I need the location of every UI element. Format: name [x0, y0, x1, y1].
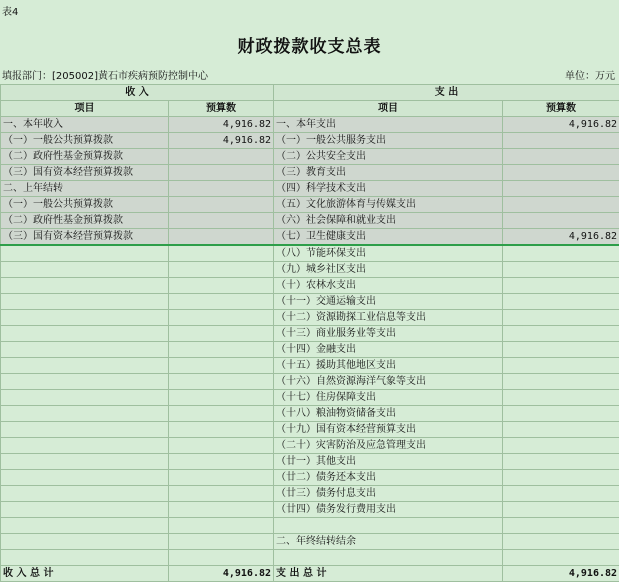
table-row: [1, 294, 619, 310]
expense-item-cell: （廿一）其他支出: [274, 454, 503, 470]
expense-value-cell: [503, 406, 619, 422]
expense-item-cell: （一）一般公共服务支出: [274, 133, 503, 149]
expense-item-cell: （十九）国有资本经营预算支出: [274, 422, 503, 438]
income-item-cell: （一）一般公共预算拨款: [1, 133, 169, 149]
expense-item-cell: （十四）金融支出: [274, 342, 503, 358]
expense-item-cell: （二十）灾害防治及应急管理支出: [274, 438, 503, 454]
table-row: [1, 454, 619, 470]
income-value-cell: 4,916.82: [169, 117, 274, 133]
income-value-cell: [169, 470, 274, 486]
table-row: [1, 438, 619, 454]
income-value-cell: [169, 229, 274, 246]
report-title: 财政拨款收支总表: [0, 32, 619, 57]
income-item-cell: [1, 245, 169, 262]
income-item-cell: [1, 342, 169, 358]
income-item-cell: [1, 550, 169, 566]
income-value-cell: [169, 534, 274, 550]
income-value-cell: [169, 149, 274, 165]
expense-total-value: 4,916.82: [503, 566, 619, 582]
expense-item-cell: （九）城乡社区支出: [274, 262, 503, 278]
expense-item-header: 项目: [274, 101, 503, 117]
table-row: [1, 165, 619, 181]
income-item-cell: （三）国有资本经营预算拨款: [1, 229, 169, 246]
table-row: [1, 502, 619, 518]
table-row: [1, 390, 619, 406]
table-row: [1, 181, 619, 197]
expense-item-cell: （七）卫生健康支出: [274, 229, 503, 246]
table-row: [1, 470, 619, 486]
expense-item-cell: （十）农林水支出: [274, 278, 503, 294]
income-item-cell: （二）政府性基金预算拨款: [1, 149, 169, 165]
budget-summary-table: [0, 84, 619, 582]
income-total-label: 收 入 总 计: [1, 566, 169, 582]
expense-item-cell: （五）文化旅游体育与传媒支出: [274, 197, 503, 213]
unit-row: [0, 66, 619, 82]
expense-item-cell: （十七）住房保障支出: [274, 390, 503, 406]
income-item-cell: [1, 422, 169, 438]
table-row: [1, 374, 619, 390]
expense-item-cell: （十六）自然资源海洋气象等支出: [274, 374, 503, 390]
expense-item-cell: （八）节能环保支出: [274, 245, 503, 262]
income-item-cell: [1, 438, 169, 454]
expense-item-cell: 二、年终结转结余: [274, 534, 503, 550]
expense-value-cell: [503, 149, 619, 165]
expense-value-cell: [503, 486, 619, 502]
expense-value-cell: [503, 470, 619, 486]
table-row: [1, 342, 619, 358]
income-item-cell: [1, 502, 169, 518]
expense-value-cell: 4,916.82: [503, 229, 619, 246]
income-item-cell: （二）政府性基金预算拨款: [1, 213, 169, 229]
expense-value-cell: [503, 342, 619, 358]
table-row: [1, 406, 619, 422]
income-item-cell: [1, 262, 169, 278]
expense-item-cell: （廿四）债务发行费用支出: [274, 502, 503, 518]
expense-item-cell: （二）公共安全支出: [274, 149, 503, 165]
income-item-cell: 一、本年收入: [1, 117, 169, 133]
expense-value-cell: [503, 326, 619, 342]
income-value-cell: [169, 310, 274, 326]
expense-value-cell: [503, 390, 619, 406]
income-item-cell: [1, 534, 169, 550]
table-row: [1, 310, 619, 326]
income-value-cell: [169, 550, 274, 566]
expense-value-cell: [503, 438, 619, 454]
income-item-header: 项目: [1, 101, 169, 117]
table-row: [1, 550, 619, 566]
income-item-cell: （一）一般公共预算拨款: [1, 197, 169, 213]
expense-item-cell: （十五）援助其他地区支出: [274, 358, 503, 374]
income-item-cell: [1, 278, 169, 294]
table-row: [1, 278, 619, 294]
expense-item-cell: （廿二）债务还本支出: [274, 470, 503, 486]
income-value-cell: [169, 165, 274, 181]
expense-total-label: 支 出 总 计: [274, 566, 503, 582]
expense-item-cell: （十三）商业服务业等支出: [274, 326, 503, 342]
table-row: [1, 213, 619, 229]
table-row: [1, 486, 619, 502]
expense-value-cell: [503, 550, 619, 566]
expense-item-cell: （十一）交通运输支出: [274, 294, 503, 310]
expense-value-cell: [503, 374, 619, 390]
income-item-cell: [1, 454, 169, 470]
expense-value-cell: [503, 262, 619, 278]
expense-value-cell: [503, 358, 619, 374]
table-row: [1, 326, 619, 342]
table-row: [1, 229, 619, 246]
expense-budget-header: 预算数: [503, 101, 619, 117]
income-item-cell: [1, 486, 169, 502]
expense-value-cell: [503, 294, 619, 310]
income-item-cell: [1, 518, 169, 534]
table-row: [1, 422, 619, 438]
income-value-cell: [169, 438, 274, 454]
table-row: [1, 133, 619, 149]
expense-item-cell: [274, 518, 503, 534]
income-item-cell: [1, 294, 169, 310]
expense-item-cell: （十二）资源勘探工业信息等支出: [274, 310, 503, 326]
unit-label: 单位：万元: [565, 67, 615, 82]
expense-value-cell: [503, 534, 619, 550]
expense-value-cell: [503, 181, 619, 197]
table-row: [1, 518, 619, 534]
income-value-cell: [169, 502, 274, 518]
department-label: 填报部门：[205002]黄石市疾病预防控制中心: [2, 67, 208, 82]
table-row: [1, 358, 619, 374]
expense-item-cell: 一、本年支出: [274, 117, 503, 133]
income-value-cell: [169, 326, 274, 342]
income-value-cell: [169, 181, 274, 197]
income-item-cell: [1, 326, 169, 342]
expense-item-cell: （六）社会保障和就业支出: [274, 213, 503, 229]
expense-value-cell: [503, 165, 619, 181]
income-item-cell: [1, 374, 169, 390]
total-row: [1, 566, 619, 582]
income-value-cell: [169, 422, 274, 438]
income-value-cell: [169, 294, 274, 310]
income-item-cell: [1, 310, 169, 326]
income-value-cell: 4,916.82: [169, 133, 274, 149]
table-row: [1, 534, 619, 550]
income-item-cell: [1, 406, 169, 422]
expense-value-cell: [503, 133, 619, 149]
income-value-cell: [169, 342, 274, 358]
expense-value-cell: [503, 278, 619, 294]
income-value-cell: [169, 406, 274, 422]
expense-value-cell: [503, 245, 619, 262]
income-value-cell: [169, 245, 274, 262]
income-value-cell: [169, 358, 274, 374]
income-value-cell: [169, 374, 274, 390]
income-value-cell: [169, 518, 274, 534]
income-budget-header: 预算数: [169, 101, 274, 117]
income-section-header: 收 入: [1, 85, 274, 101]
income-value-cell: [169, 213, 274, 229]
income-value-cell: [169, 278, 274, 294]
column-header-row: [1, 101, 619, 117]
expense-value-cell: [503, 310, 619, 326]
expense-item-cell: （廿三）债务付息支出: [274, 486, 503, 502]
expense-item-cell: （三）教育支出: [274, 165, 503, 181]
expense-value-cell: [503, 422, 619, 438]
table-row: [1, 149, 619, 165]
table-row: [1, 117, 619, 133]
income-value-cell: [169, 454, 274, 470]
income-item-cell: [1, 470, 169, 486]
income-value-cell: [169, 390, 274, 406]
income-value-cell: [169, 197, 274, 213]
income-total-value: 4,916.82: [169, 566, 274, 582]
expense-value-cell: [503, 213, 619, 229]
expense-value-cell: [503, 518, 619, 534]
table-row: [1, 262, 619, 278]
expense-value-cell: [503, 454, 619, 470]
expense-value-cell: 4,916.82: [503, 117, 619, 133]
income-item-cell: [1, 358, 169, 374]
income-value-cell: [169, 262, 274, 278]
expense-section-header: 支 出: [274, 85, 619, 101]
expense-item-cell: （四）科学技术支出: [274, 181, 503, 197]
table-row: [1, 245, 619, 262]
expense-item-cell: （十八）粮油物资储备支出: [274, 406, 503, 422]
income-item-cell: 二、上年结转: [1, 181, 169, 197]
expense-item-cell: [274, 550, 503, 566]
income-item-cell: （三）国有资本经营预算拨款: [1, 165, 169, 181]
expense-value-cell: [503, 502, 619, 518]
sheet-label: 表4: [2, 3, 18, 18]
section-header-row: [1, 85, 619, 101]
income-item-cell: [1, 390, 169, 406]
income-value-cell: [169, 486, 274, 502]
table-row: [1, 197, 619, 213]
expense-value-cell: [503, 197, 619, 213]
